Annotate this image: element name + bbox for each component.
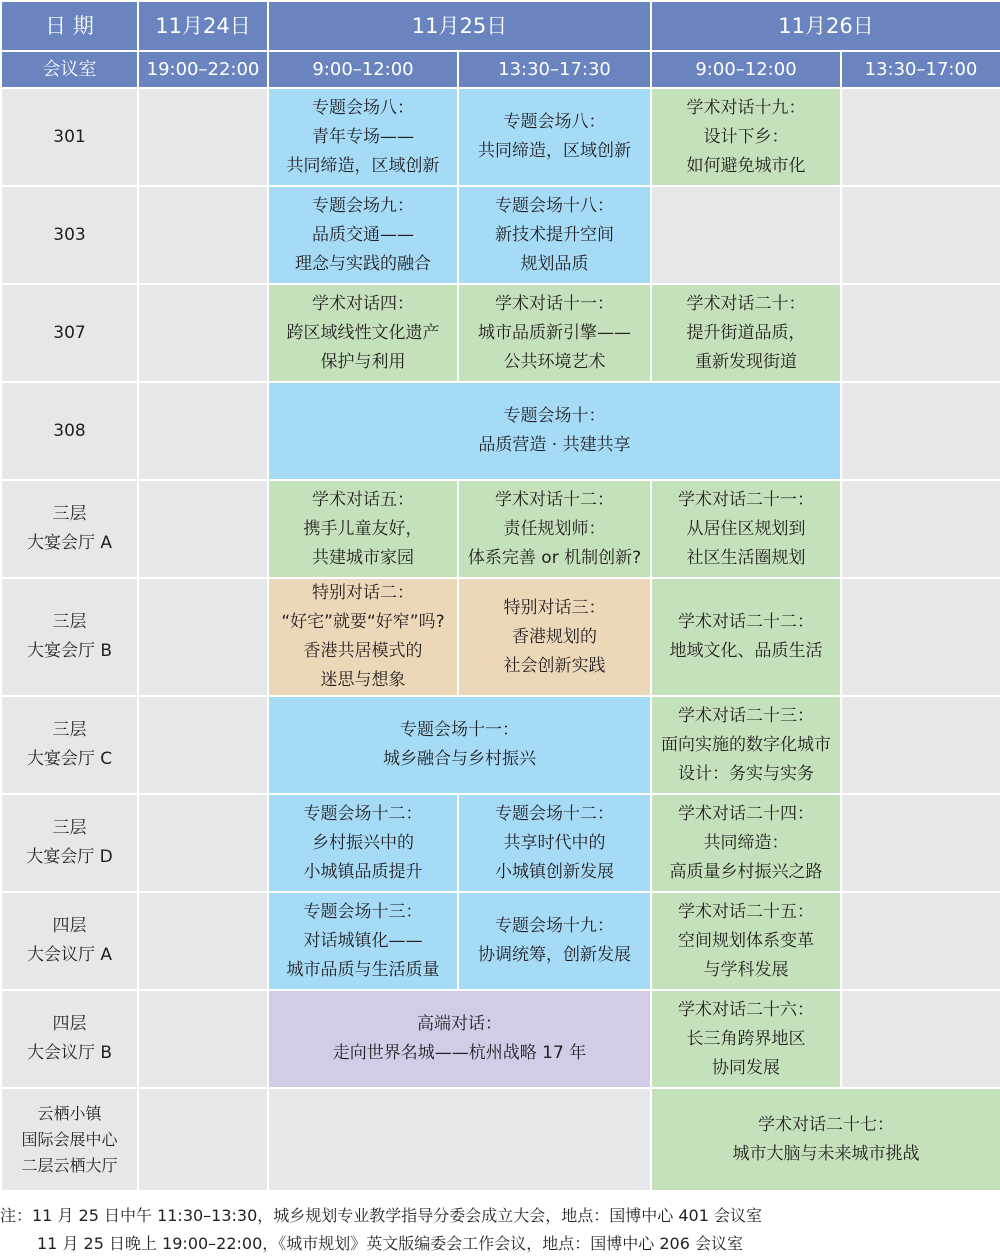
footnote: 注：11 月 25 日中午 11:30–13:30，城乡规划专业教学指导分委会成立大会，地点：国博中心 401 会议室: [0, 1206, 762, 1225]
session-cell: [268, 284, 458, 382]
empty-slot: [268, 1088, 651, 1191]
empty-slot: [841, 794, 1000, 892]
cell-line: 如何避免城市化: [686, 155, 806, 176]
cell-line: 共同缔造：: [703, 832, 789, 853]
empty-slot: [138, 186, 268, 284]
cell-line: 三层: [52, 818, 87, 838]
cell-line: 青年专场——: [312, 126, 414, 147]
room-name: [1, 578, 138, 696]
cell-line: 品质营造 · 共建共享: [478, 435, 631, 455]
cell-line: 专题会场十八：: [495, 195, 614, 216]
cell-line: 大宴会厅 C: [26, 749, 113, 769]
cell-line: 公共环境艺术: [503, 351, 606, 372]
session-cell: [651, 990, 841, 1088]
empty-slot: [138, 794, 268, 892]
session-cell: [268, 794, 458, 892]
cell-line: 共建城市家园: [312, 547, 414, 568]
empty-slot: [138, 480, 268, 578]
cell-line: 学术对话二十三：: [678, 705, 815, 726]
cell-line: 香港共居模式的: [303, 641, 423, 661]
cell-line: 学术对话十二：: [495, 489, 614, 510]
session-cell: [268, 990, 651, 1088]
cell-line: 学术对话五：: [312, 489, 414, 510]
cell-line: 学术对话二十七：: [758, 1114, 895, 1135]
room-row-yunqi: [1, 1088, 1000, 1191]
header-row-dates: [1, 1, 1000, 51]
session-cell: [268, 88, 458, 186]
session-cell: [458, 794, 651, 892]
session-cell: [651, 794, 841, 892]
cell-line: 专题会场八：: [312, 97, 414, 118]
cell-line: 专题会场十二：: [303, 803, 423, 824]
session-cell: [458, 892, 651, 990]
date-nov26: 11月26日: [651, 1, 1000, 51]
cell-line: 空间规划体系变革: [678, 930, 815, 951]
cell-line: 共同缔造，区域创新: [478, 141, 631, 161]
cell-line: 学术对话二十六：: [678, 999, 815, 1020]
room-label: 会议室: [1, 51, 138, 88]
cell-line: 云栖小镇: [37, 1103, 102, 1123]
cell-line: 新技术提升空间: [495, 224, 614, 245]
cell-line: 特别对话二：: [312, 583, 414, 603]
cell-line: 设计：务实与实务: [678, 763, 815, 784]
room-name: [1, 1088, 138, 1191]
time-slot: 19:00–22:00: [138, 51, 268, 88]
cell-line: 对话城镇化——: [303, 930, 423, 951]
cell-line: 社区生活圈规划: [686, 547, 806, 568]
cell-line: 规划品质: [520, 253, 589, 274]
empty-slot: [841, 88, 1000, 186]
room-name: [1, 990, 138, 1088]
date-nov24: 11月24日: [138, 1, 268, 51]
cell-line: 专题会场十二：: [495, 803, 614, 824]
cell-line: 携手儿童友好，: [303, 518, 423, 539]
cell-line: 大宴会厅 A: [26, 533, 113, 553]
session-cell: [651, 1088, 1000, 1191]
cell-line: 协调统筹，创新发展: [478, 945, 631, 965]
cell-line: 学术对话十一：: [495, 293, 614, 314]
cell-line: 跨区域线性文化遗产: [286, 322, 440, 343]
room-row-303: [1, 186, 1000, 284]
cell-line: 品质交通——: [312, 224, 414, 245]
session-cell: [458, 480, 651, 578]
session-cell: [268, 186, 458, 284]
cell-line: 308: [53, 420, 86, 441]
cell-line: 设计下乡：: [703, 126, 789, 147]
cell-line: 学术对话十九：: [686, 97, 806, 118]
cell-line: 共同缔造，区域创新: [286, 155, 440, 176]
cell-line: 责任规划师：: [503, 518, 606, 539]
cell-line: 大会议厅 B: [26, 1043, 113, 1063]
session-cell: [651, 480, 841, 578]
cell-line: 小城镇创新发展: [495, 861, 614, 882]
empty-slot: [841, 578, 1000, 696]
cell-line: 城市大脑与未来城市挑战: [732, 1143, 920, 1164]
date-nov25: 11月25日: [268, 1, 651, 51]
cell-line: 学术对话二十四：: [678, 803, 815, 824]
cell-line: 专题会场十一：: [400, 720, 519, 740]
time-slot: 9:00–12:00: [651, 51, 841, 88]
empty-slot: [841, 990, 1000, 1088]
empty-slot: [138, 88, 268, 186]
cell-line: 大会议厅 A: [26, 945, 113, 965]
cell-line: 重新发现街道: [695, 351, 798, 372]
cell-line: 长三角跨界地区: [686, 1028, 806, 1049]
cell-line: 从居住区规划到: [686, 518, 806, 539]
time-slot: 9:00–12:00: [268, 51, 458, 88]
session-cell: [651, 88, 841, 186]
cell-line: 301: [53, 126, 86, 147]
time-slot: 13:30–17:30: [458, 51, 651, 88]
cell-line: 城市品质新引擎——: [478, 322, 631, 343]
room-name: [1, 696, 138, 794]
cell-line: 与学科发展: [703, 959, 789, 980]
session-cell: [268, 696, 651, 794]
cell-line: 专题会场九：: [312, 195, 414, 216]
cell-line: 三层: [52, 720, 87, 740]
session-cell: [458, 186, 651, 284]
room-row-hall-4a: [1, 892, 1000, 990]
cell-line: 四层: [52, 1014, 87, 1034]
cell-line: 学术对话二十五：: [678, 901, 815, 922]
cell-line: 专题会场十九：: [495, 916, 614, 936]
empty-slot: [841, 382, 1000, 480]
cell-line: 社会创新实践: [503, 655, 606, 676]
empty-slot: [841, 696, 1000, 794]
empty-slot: [841, 284, 1000, 382]
room-name: [1, 382, 138, 480]
empty-slot: [841, 186, 1000, 284]
cell-line: 体系完善 or 机制创新?: [467, 547, 642, 568]
room-row-hall-3c: [1, 696, 1000, 794]
cell-line: “好宅”就要“好窄”吗?: [281, 612, 445, 632]
session-cell: [651, 578, 841, 696]
date-label: 日 期: [1, 1, 138, 51]
room-name: [1, 186, 138, 284]
room-name: [1, 88, 138, 186]
session-cell: [651, 892, 841, 990]
cell-line: 二层云栖大厅: [21, 1155, 118, 1175]
session-cell: [458, 578, 651, 696]
header-row-times: [1, 51, 1000, 88]
room-row-308: [1, 382, 1000, 480]
session-cell: [651, 284, 841, 382]
cell-line: 三层: [52, 504, 87, 524]
room-row-307: [1, 284, 1000, 382]
cell-line: 专题会场十三：: [303, 901, 423, 922]
session-cell: [268, 382, 841, 480]
cell-line: 城乡融合与乡村振兴: [383, 749, 536, 769]
cell-line: 迷思与想象: [320, 670, 406, 690]
cell-line: 303: [53, 224, 86, 245]
cell-line: 提升街道品质，: [686, 322, 806, 343]
cell-line: 特别对话三：: [503, 597, 606, 618]
session-cell: [651, 696, 841, 794]
session-cell: [268, 480, 458, 578]
empty-slot: [841, 892, 1000, 990]
cell-line: 专题会场八：: [503, 112, 606, 132]
cell-line: 学术对话四：: [312, 293, 414, 314]
cell-line: 307: [53, 322, 86, 343]
cell-line: 国际会展中心: [21, 1129, 118, 1149]
room-name: [1, 892, 138, 990]
cell-line: 专题会场十：: [503, 406, 606, 426]
cell-line: 学术对话二十：: [686, 293, 806, 314]
empty-slot: [138, 382, 268, 480]
room-name: [1, 794, 138, 892]
empty-slot: [138, 696, 268, 794]
room-row-hall-3d: [1, 794, 1000, 892]
cell-line: 高质量乡村振兴之路: [669, 861, 823, 882]
empty-slot: [651, 186, 841, 284]
cell-line: 地域文化、品质生活: [669, 641, 823, 661]
cell-line: 保护与利用: [320, 351, 406, 372]
cell-line: 学术对话二十一：: [678, 489, 815, 510]
cell-line: 香港规划的: [512, 626, 597, 647]
room-name: [1, 284, 138, 382]
cell-line: 高端对话：: [417, 1014, 502, 1034]
cell-line: 面向实施的数字化城市: [661, 734, 832, 755]
cell-line: 大宴会厅 D: [26, 847, 113, 867]
cell-line: 理念与实践的融合: [295, 253, 431, 274]
session-cell: [458, 88, 651, 186]
empty-slot: [138, 284, 268, 382]
footnotes: [0, 1202, 762, 1258]
cell-line: 走向世界名城——杭州战略 17 年: [332, 1043, 587, 1063]
session-cell: [458, 284, 651, 382]
empty-slot: [138, 1088, 268, 1191]
cell-line: 协同发展: [712, 1057, 781, 1078]
cell-line: 大宴会厅 B: [26, 641, 113, 661]
room-row-hall-3b: [1, 578, 1000, 696]
cell-line: 共享时代中的: [503, 832, 606, 853]
empty-slot: [138, 578, 268, 696]
room-row-hall-4b: [1, 990, 1000, 1088]
room-row-301: [1, 88, 1000, 186]
cell-line: 城市品质与生活质量: [286, 959, 440, 980]
cell-line: 乡村振兴中的: [312, 832, 414, 853]
session-cell: [268, 892, 458, 990]
footnote: 11 月 25 日晚上 19:00–22:00，《城市规划》英文版编委会工作会议，地点：国博中心 206 会议室: [37, 1234, 743, 1253]
empty-slot: [138, 892, 268, 990]
cell-line: 小城镇品质提升: [303, 861, 423, 882]
empty-slot: [138, 990, 268, 1088]
cell-line: 学术对话二十二：: [678, 612, 815, 632]
session-cell: [268, 578, 458, 696]
room-row-hall-3a: [1, 480, 1000, 578]
cell-line: 三层: [52, 612, 87, 632]
empty-slot: [841, 480, 1000, 578]
time-slot: 13:30–17:00: [841, 51, 1000, 88]
cell-line: 四层: [52, 916, 87, 936]
room-name: [1, 480, 138, 578]
